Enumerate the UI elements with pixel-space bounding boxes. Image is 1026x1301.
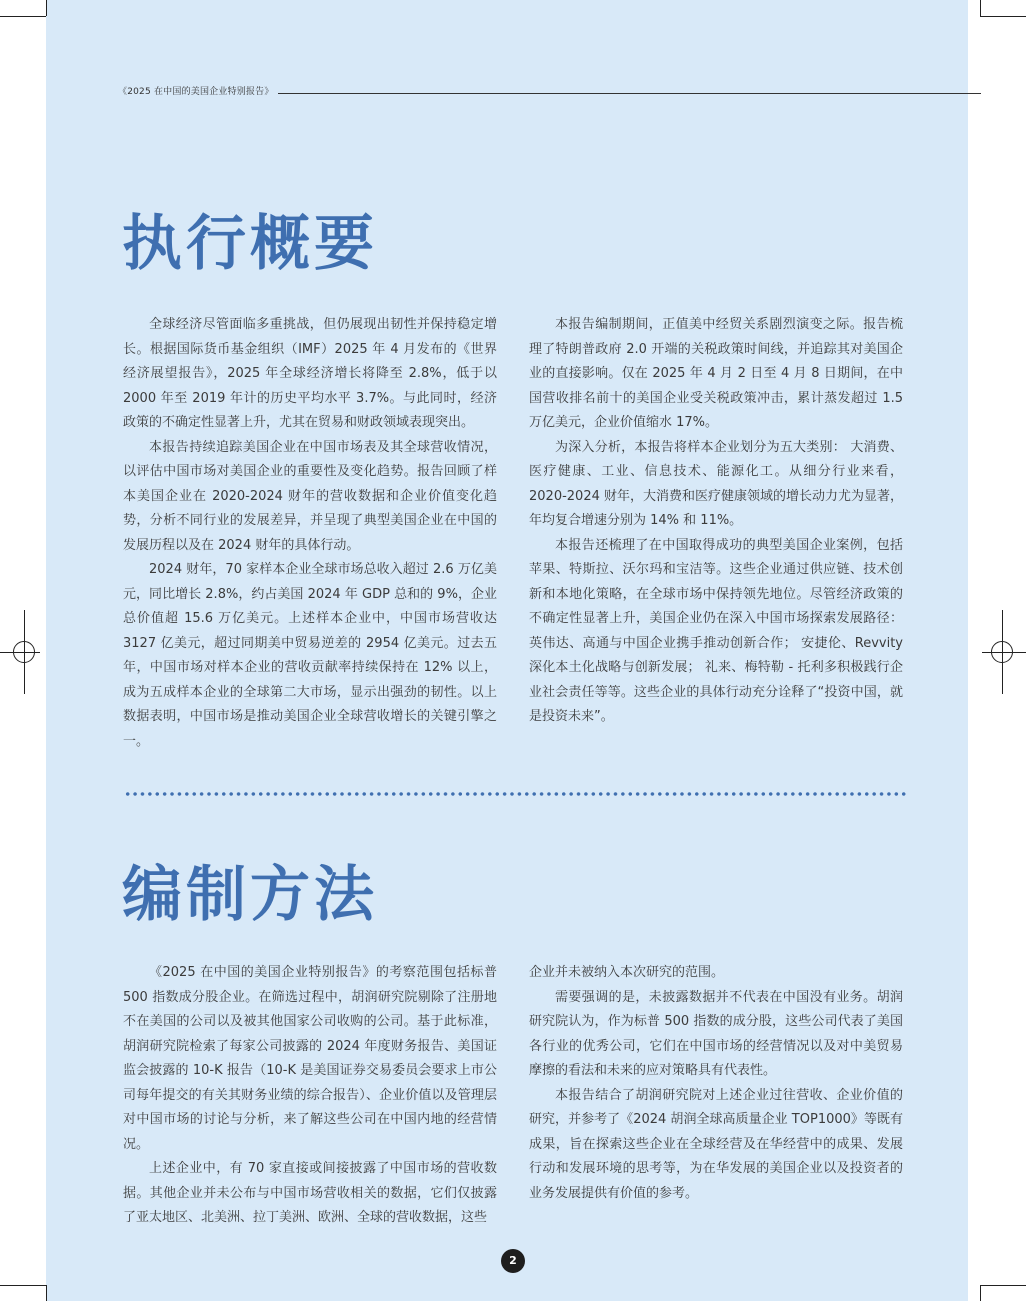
page-number-badge: 2 (501, 1249, 525, 1273)
section-title-executive-summary: 执行概要 (122, 209, 378, 279)
paragraph: 本报告编制期间，正值美中经贸关系剧烈演变之际。报告梳理了特朗普政府 2.0 开端的关税政策时间线，并追踪其对美国企业的直接影响。仅在 2025 年 4 月 2 日至 4 月 8 日期间，在中国营收排名前十的美国企业受关税政策冲击，累计蒸发超过 1.5 万亿美元，企业价值缩水 17%。 (529, 317, 903, 430)
paragraph: 本报告结合了胡润研究院对上述企业过往营收、企业价值的研究，并参考了《2024 胡润全球高质量企业 TOP1000》等既有成果，旨在探索这些企业在全球经营及在华经营中的成果、发展行动和发展环境的思考等，为在华发展的美国企业以及投资者的业务发展提供有价值的参考。 (529, 1087, 903, 1201)
crop-mark (0, 1285, 46, 1286)
section2-left-column (123, 961, 497, 1231)
crop-mark (0, 16, 46, 17)
section1-left-column (123, 313, 497, 754)
running-header: 《2025 在中国的美国企业特别报告》 (118, 87, 274, 97)
section1-right-column (529, 313, 903, 730)
paragraph: 全球经济尽管面临多重挑战，但仍展现出韧性并保持稳定增长。根据国际货币基金组织（IMF）2025 年 4 月发布的《世界经济展望报告》，2025 年全球经济增长将降至 2.8%，低于以 2000 年至 2019 年计的历史平均水平 3.7%。与此同时，经济政策的不确定性显著上升，尤其在贸易和财政领域表现突出。 (123, 317, 497, 430)
section2-right-column (529, 961, 903, 1206)
paragraph: 2024 财年，70 家样本企业全球市场总收入超过 2.6 万亿美元，同比增长 2.8%，约占美国 2024 年 GDP 总和的 9%，企业总价值超 15.6 万亿美元。上述样本企业中，中国市场营收达 3127 亿美元，超过同期美中贸易逆差的 2954 亿美元。过去五年，中国市场对样本企业的营收贡献率持续保持在 12% 以上，成为五成样本企业的全球第二大市场，显示出强劲的韧性。以上数据表明，中国市场是推动美国企业全球营收增长的关键引擎之一。 (123, 562, 497, 749)
paragraph: 本报告持续追踪美国企业在中国市场表及其全球营收情况，以评估中国市场对美国企业的重要性及变化趋势。报告回顾了样本美国企业在 2020-2024 财年的营收数据和企业价值变化趋势，分析不同行业的发展差异，并呈现了典型美国企业在中国的发展历程以及在 2024 财年的具体行动。 (123, 439, 497, 553)
paragraph: 为深入分析，本报告将样本企业划分为五大类别： 大消费、医疗健康、工业、信息技术、能源化工。从细分行业来看，2020-2024 财年，大消费和医疗健康领域的增长动力尤为显著，年均复合增速分别为 14% 和 11%。 (529, 439, 903, 528)
crop-mark (46, 1285, 47, 1301)
crop-mark (980, 1285, 1026, 1286)
crop-mark (980, 16, 1026, 17)
header-rule (278, 93, 981, 94)
crop-mark (46, 0, 47, 16)
paragraph: 需要强调的是，未披露数据并不代表在中国没有业务。胡润研究院认为，作为标普 500 指数的成分股，这些公司代表了美国各行业的优秀公司，它们在中国市场的经营情况以及对中美贸易摩擦的看法和未来的应对策略具有代表性。 (529, 989, 903, 1078)
crop-mark (980, 1285, 981, 1301)
section-title-methodology: 编制方法 (122, 860, 378, 930)
dotted-divider (124, 791, 906, 797)
paragraph: 上述企业中，有 70 家直接或间接披露了中国市场的营收数据。其他企业并未公布与中国市场营收相关的数据，它们仅披露了亚太地区、北美洲、拉丁美洲、欧洲、全球的营收数据，这些 (123, 1161, 497, 1225)
paragraph: 《2025 在中国的美国企业特别报告》的考察范围包括标普 500 指数成分股企业。在筛选过程中，胡润研究院剔除了注册地不在美国的公司以及被其他国家公司收购的公司。基于此标准，胡润研究院检索了每家公司披露的 2024 年度财务报告、美国证监会披露的 10-K 报告（10-K 是美国证券交易委员会要求上市公司每年提交的有关其财务业绩的综合报告）、企业价值以及管理层对中国市场的讨论与分析，来了解这些公司在中国内地的经营情况。 (123, 965, 497, 1152)
paragraph-continuation: 企业并未被纳入本次研究的范围。 (529, 965, 725, 980)
crop-mark (980, 0, 981, 16)
paragraph: 本报告还梳理了在中国取得成功的典型美国企业案例，包括苹果、特斯拉、沃尔玛和宝洁等。这些企业通过供应链、技术创新和本地化策略，在全球市场中保持领先地位。尽管经济政策的不确定性显著上升，美国企业仍在深入中国市场探索发展路径：英伟达、高通与中国企业携手推动创新合作； 安捷伦、Revvity 深化本土化战略与创新发展； 礼来、梅特勒 - 托利多积极践行企业社会责任等等。这些企业的具体行动充分诠释了“投资中国，就是投资未来”。 (529, 537, 903, 724)
